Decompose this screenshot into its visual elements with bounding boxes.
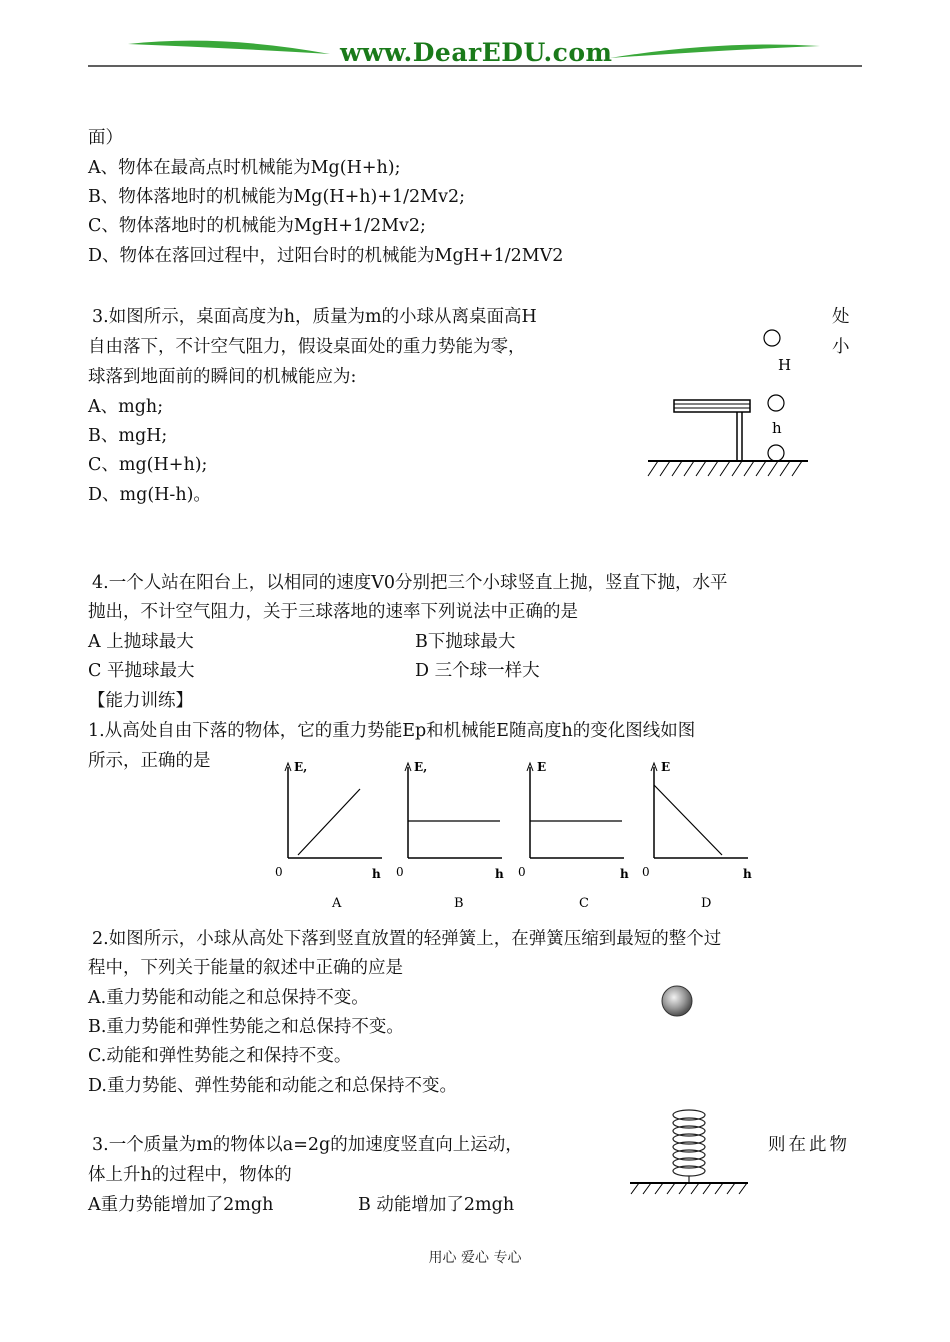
ball-top [764, 330, 780, 346]
p3-line2: 体上升h的过程中，物体的 [88, 1165, 292, 1185]
q4-option-b: B下抛球最大 [415, 632, 516, 652]
graph-a-origin: 0 [275, 865, 283, 879]
q3-line1-end: 处 [832, 307, 850, 327]
energy-graphs [250, 755, 770, 915]
q2-line0: 面） [88, 128, 123, 148]
ball-bottom [768, 445, 784, 461]
graph-c-caption: C [579, 896, 589, 911]
q3-line1: 3.如图所示，桌面高度为h，质量为m的小球从离桌面高H [92, 307, 537, 327]
graph-b-origin: 0 [396, 865, 404, 879]
ball-middle [768, 395, 784, 411]
q3-line2: 自由落下，不计空气阻力，假设桌面处的重力势能为零， [88, 337, 526, 357]
graph-a-xlabel: h [372, 867, 381, 881]
q2-option-a: A、物体在最高点时机械能为Mg(H+h); [88, 158, 401, 178]
table-top [674, 400, 750, 412]
p1-line1: 1.从高处自由下落的物体，它的重力势能Ep和机械能E随高度h的变化图线如图 [88, 721, 696, 741]
spring-coil [673, 1110, 705, 1183]
graph-d-line [654, 785, 722, 855]
spring-ball-figure [625, 980, 755, 1200]
spring-ground-hatch [631, 1183, 747, 1194]
p3-line1-end: 则在此物 [768, 1135, 850, 1155]
q3-option-d: D、mg(H-h)。 [88, 485, 211, 505]
p3-option-a: A重力势能增加了2mgh [88, 1195, 274, 1215]
p2-option-b: B.重力势能和弹性势能之和总保持不变。 [88, 1017, 404, 1037]
left-leaf-swoosh [128, 41, 330, 54]
graph-d-origin: 0 [642, 865, 650, 879]
falling-ball [662, 986, 692, 1016]
graph-a-line [298, 789, 360, 855]
right-leaf-swoosh [610, 45, 820, 59]
p3-option-b: B 动能增加了2mgh [358, 1195, 515, 1215]
section-title: 【能力训练】 [88, 691, 193, 711]
p1-line2: 所示，正确的是 [88, 751, 211, 771]
p3-line1: 3.一个质量为m的物体以a=2g的加速度竖直向上运动， [92, 1135, 523, 1155]
q3-line3: 球落到地面前的瞬间的机械能应为: [88, 367, 357, 387]
p2-option-c: C.动能和弹性势能之和保持不变。 [88, 1046, 352, 1066]
q4-line2: 抛出，不计空气阻力，关于三球落地的速率下列说法中正确的是 [88, 602, 578, 622]
q4-option-d: D 三个球一样大 [415, 661, 540, 681]
p2-line2: 程中，下列关于能量的叙述中正确的应是 [88, 958, 403, 978]
p2-option-d: D.重力势能、弹性势能和动能之和总保持不变。 [88, 1076, 457, 1096]
graph-d-caption: D [701, 896, 712, 911]
graph-b-caption: B [454, 896, 464, 911]
graph-d-ylabel: E [661, 760, 671, 774]
q2-option-b: B、物体落地时的机械能为Mg(H+h)+1/2Mv2; [88, 187, 465, 207]
graph-d-xlabel: h [743, 867, 752, 881]
q3-option-c: C、mg(H+h); [88, 455, 208, 475]
graph-c-ylabel: E [537, 760, 547, 774]
q4-line1: 4.一个人站在阳台上，以相同的速度V0分别把三个小球竖直上抛，竖直下抛，水平 [92, 573, 728, 593]
graph-c [518, 760, 629, 911]
graph-c-origin: 0 [518, 865, 526, 879]
graph-a [275, 760, 382, 911]
label-h: h [772, 419, 782, 437]
q3-option-a: A、mgh; [88, 397, 164, 417]
p2-option-a: A.重力势能和动能之和总保持不变。 [88, 988, 369, 1008]
q3-table-figure [640, 318, 820, 488]
graph-d [642, 760, 752, 911]
label-H: H [778, 356, 792, 374]
page-footer: 用心 爱心 专心 [428, 1250, 522, 1266]
ground-hatch [648, 461, 802, 476]
q4-option-c: C 平抛球最大 [88, 661, 195, 681]
graph-a-caption: A [332, 896, 342, 911]
p2-line1: 2.如图所示，小球从高处下落到竖直放置的轻弹簧上，在弹簧压缩到最短的整个过 [92, 929, 722, 949]
q3-line2-end: 小 [832, 337, 850, 357]
graph-b-xlabel: h [495, 867, 504, 881]
graph-c-xlabel: h [620, 867, 629, 881]
q2-option-c: C、物体落地时的机械能为MgH+1/2Mv2; [88, 216, 426, 236]
graph-b [396, 760, 504, 911]
graph-a-ylabel: E, [294, 760, 308, 774]
q2-option-d: D、物体在落回过程中，过阳台时的机械能为MgH+1/2MV2 [88, 246, 564, 266]
q4-option-a: A 上抛球最大 [88, 632, 194, 652]
q3-option-b: B、mgH; [88, 426, 168, 446]
site-logo[interactable]: www.DearEDU.com [340, 38, 613, 67]
graph-b-ylabel: E, [414, 760, 428, 774]
